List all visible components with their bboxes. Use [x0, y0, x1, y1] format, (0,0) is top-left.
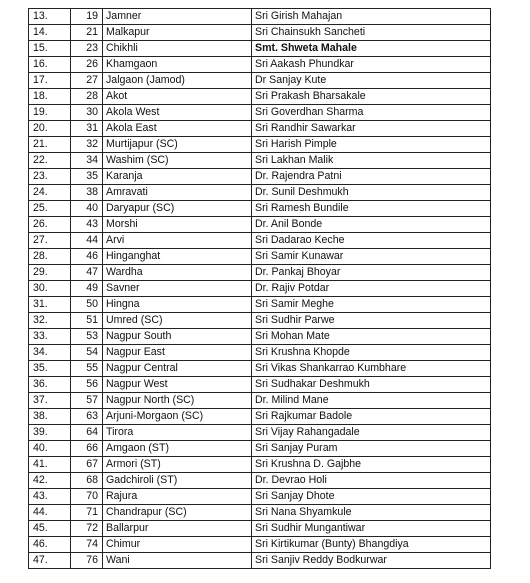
- constituency-number-cell: 66: [71, 441, 103, 457]
- constituency-number-cell: 67: [71, 457, 103, 473]
- constituency-number-cell: 34: [71, 153, 103, 169]
- constituency-name-cell: Nagpur North (SC): [103, 393, 252, 409]
- candidate-name-cell: Sri Sudhir Mungantiwar: [252, 521, 491, 537]
- constituency-name-cell: Akot: [103, 89, 252, 105]
- candidate-table-body: [29, 9, 491, 569]
- constituency-number-cell: 63: [71, 409, 103, 425]
- constituency-name-cell: Karanja: [103, 169, 252, 185]
- serial-number-cell: 29.: [29, 265, 71, 281]
- serial-number-cell: 17.: [29, 73, 71, 89]
- constituency-number-cell: 68: [71, 473, 103, 489]
- candidate-name-cell: Sri Mohan Mate: [252, 329, 491, 345]
- serial-number-cell: 41.: [29, 457, 71, 473]
- table-row: [29, 121, 491, 137]
- serial-number-cell: 23.: [29, 169, 71, 185]
- constituency-name-cell: Rajura: [103, 489, 252, 505]
- candidate-name-cell: Sri Goverdhan Sharma: [252, 105, 491, 121]
- serial-number-cell: 34.: [29, 345, 71, 361]
- serial-number-cell: 32.: [29, 313, 71, 329]
- constituency-number-cell: 19: [71, 9, 103, 25]
- constituency-number-cell: 40: [71, 201, 103, 217]
- constituency-name-cell: Khamgaon: [103, 57, 252, 73]
- candidate-name-cell: Sri Girish Mahajan: [252, 9, 491, 25]
- constituency-name-cell: Malkapur: [103, 25, 252, 41]
- serial-number-cell: 16.: [29, 57, 71, 73]
- constituency-number-cell: 32: [71, 137, 103, 153]
- table-row: [29, 201, 491, 217]
- constituency-number-cell: 23: [71, 41, 103, 57]
- serial-number-cell: 38.: [29, 409, 71, 425]
- candidate-name-cell: Sri Sanjay Dhote: [252, 489, 491, 505]
- table-row: [29, 41, 491, 57]
- table-row: [29, 89, 491, 105]
- serial-number-cell: 39.: [29, 425, 71, 441]
- serial-number-cell: 22.: [29, 153, 71, 169]
- constituency-name-cell: Savner: [103, 281, 252, 297]
- table-row: [29, 265, 491, 281]
- constituency-name-cell: Nagpur East: [103, 345, 252, 361]
- candidate-name-cell: Dr. Milind Mane: [252, 393, 491, 409]
- candidate-name-cell: Sri Chainsukh Sancheti: [252, 25, 491, 41]
- constituency-name-cell: Chandrapur (SC): [103, 505, 252, 521]
- serial-number-cell: 28.: [29, 249, 71, 265]
- table-row: [29, 409, 491, 425]
- constituency-name-cell: Wardha: [103, 265, 252, 281]
- constituency-number-cell: 44: [71, 233, 103, 249]
- constituency-name-cell: Tirora: [103, 425, 252, 441]
- constituency-name-cell: Ballarpur: [103, 521, 252, 537]
- constituency-number-cell: 51: [71, 313, 103, 329]
- constituency-name-cell: Chikhli: [103, 41, 252, 57]
- constituency-number-cell: 71: [71, 505, 103, 521]
- constituency-name-cell: Nagpur South: [103, 329, 252, 345]
- candidate-name-cell: Sri Vikas Shankarrao Kumbhare: [252, 361, 491, 377]
- table-row: [29, 25, 491, 41]
- constituency-name-cell: Jalgaon (Jamod): [103, 73, 252, 89]
- serial-number-cell: 31.: [29, 297, 71, 313]
- constituency-name-cell: Wani: [103, 553, 252, 569]
- serial-number-cell: 20.: [29, 121, 71, 137]
- constituency-number-cell: 53: [71, 329, 103, 345]
- constituency-number-cell: 27: [71, 73, 103, 89]
- constituency-name-cell: Akola East: [103, 121, 252, 137]
- serial-number-cell: 37.: [29, 393, 71, 409]
- candidate-name-cell: Sri Dadarao Keche: [252, 233, 491, 249]
- constituency-number-cell: 38: [71, 185, 103, 201]
- table-row: [29, 153, 491, 169]
- constituency-name-cell: Jamner: [103, 9, 252, 25]
- table-row: [29, 57, 491, 73]
- candidate-name-cell: Sri Randhir Sawarkar: [252, 121, 491, 137]
- table-row: [29, 521, 491, 537]
- table-row: [29, 329, 491, 345]
- candidate-name-cell: Dr. Rajendra Patni: [252, 169, 491, 185]
- serial-number-cell: 25.: [29, 201, 71, 217]
- constituency-number-cell: 35: [71, 169, 103, 185]
- serial-number-cell: 24.: [29, 185, 71, 201]
- serial-number-cell: 19.: [29, 105, 71, 121]
- constituency-name-cell: Nagpur West: [103, 377, 252, 393]
- constituency-name-cell: Armori (ST): [103, 457, 252, 473]
- table-row: [29, 169, 491, 185]
- table-row: [29, 537, 491, 553]
- constituency-name-cell: Murtijapur (SC): [103, 137, 252, 153]
- table-row: [29, 185, 491, 201]
- constituency-number-cell: 72: [71, 521, 103, 537]
- candidate-name-cell: Sri Krushna Khopde: [252, 345, 491, 361]
- constituency-number-cell: 46: [71, 249, 103, 265]
- candidate-name-cell: Sri Sanjiv Reddy Bodkurwar: [252, 553, 491, 569]
- candidate-name-cell: Sri Vijay Rahangadale: [252, 425, 491, 441]
- serial-number-cell: 21.: [29, 137, 71, 153]
- constituency-name-cell: Umred (SC): [103, 313, 252, 329]
- serial-number-cell: 18.: [29, 89, 71, 105]
- constituency-number-cell: 54: [71, 345, 103, 361]
- table-row: [29, 233, 491, 249]
- table-row: [29, 393, 491, 409]
- constituency-name-cell: Washim (SC): [103, 153, 252, 169]
- constituency-number-cell: 28: [71, 89, 103, 105]
- candidate-name-cell: Sri Rajkumar Badole: [252, 409, 491, 425]
- constituency-name-cell: Arvi: [103, 233, 252, 249]
- constituency-number-cell: 30: [71, 105, 103, 121]
- candidate-name-cell: Dr. Rajiv Potdar: [252, 281, 491, 297]
- candidate-name-cell: Dr. Sunil Deshmukh: [252, 185, 491, 201]
- table-row: [29, 505, 491, 521]
- constituency-name-cell: Hingna: [103, 297, 252, 313]
- candidate-name-cell: Sri Sudhakar Deshmukh: [252, 377, 491, 393]
- serial-number-cell: 14.: [29, 25, 71, 41]
- table-row: [29, 473, 491, 489]
- constituency-name-cell: Amravati: [103, 185, 252, 201]
- candidate-name-cell: Smt. Shweta Mahale: [252, 41, 491, 57]
- constituency-number-cell: 50: [71, 297, 103, 313]
- constituency-number-cell: 21: [71, 25, 103, 41]
- constituency-number-cell: 57: [71, 393, 103, 409]
- constituency-name-cell: Morshi: [103, 217, 252, 233]
- serial-number-cell: 44.: [29, 505, 71, 521]
- table-row: [29, 377, 491, 393]
- constituency-name-cell: Amgaon (ST): [103, 441, 252, 457]
- serial-number-cell: 36.: [29, 377, 71, 393]
- candidate-name-cell: Sri Aakash Phundkar: [252, 57, 491, 73]
- constituency-name-cell: Gadchiroli (ST): [103, 473, 252, 489]
- serial-number-cell: 26.: [29, 217, 71, 233]
- table-row: [29, 249, 491, 265]
- constituency-name-cell: Chimur: [103, 537, 252, 553]
- serial-number-cell: 43.: [29, 489, 71, 505]
- table-row: [29, 281, 491, 297]
- constituency-number-cell: 74: [71, 537, 103, 553]
- table-row: [29, 9, 491, 25]
- table-row: [29, 441, 491, 457]
- constituency-number-cell: 76: [71, 553, 103, 569]
- constituency-name-cell: Akola West: [103, 105, 252, 121]
- constituency-number-cell: 55: [71, 361, 103, 377]
- serial-number-cell: 35.: [29, 361, 71, 377]
- table-row: [29, 217, 491, 233]
- constituency-number-cell: 26: [71, 57, 103, 73]
- candidate-table: [28, 8, 491, 569]
- candidate-name-cell: Dr Sanjay Kute: [252, 73, 491, 89]
- serial-number-cell: 13.: [29, 9, 71, 25]
- constituency-name-cell: Hinganghat: [103, 249, 252, 265]
- constituency-number-cell: 43: [71, 217, 103, 233]
- serial-number-cell: 42.: [29, 473, 71, 489]
- table-row: [29, 345, 491, 361]
- constituency-number-cell: 64: [71, 425, 103, 441]
- candidate-name-cell: Sri Nana Shyamkule: [252, 505, 491, 521]
- table-row: [29, 73, 491, 89]
- table-row: [29, 137, 491, 153]
- candidate-name-cell: Sri Harish Pimple: [252, 137, 491, 153]
- serial-number-cell: 47.: [29, 553, 71, 569]
- candidate-name-cell: Sri Krushna D. Gajbhe: [252, 457, 491, 473]
- candidate-name-cell: Sri Sanjay Puram: [252, 441, 491, 457]
- serial-number-cell: 45.: [29, 521, 71, 537]
- table-row: [29, 297, 491, 313]
- constituency-name-cell: Nagpur Central: [103, 361, 252, 377]
- constituency-name-cell: Daryapur (SC): [103, 201, 252, 217]
- candidate-name-cell: Dr. Pankaj Bhoyar: [252, 265, 491, 281]
- serial-number-cell: 27.: [29, 233, 71, 249]
- candidate-name-cell: Sri Ramesh Bundile: [252, 201, 491, 217]
- table-row: [29, 313, 491, 329]
- constituency-name-cell: Arjuni-Morgaon (SC): [103, 409, 252, 425]
- constituency-number-cell: 70: [71, 489, 103, 505]
- serial-number-cell: 30.: [29, 281, 71, 297]
- table-row: [29, 553, 491, 569]
- constituency-number-cell: 47: [71, 265, 103, 281]
- candidate-name-cell: Dr. Anil Bonde: [252, 217, 491, 233]
- serial-number-cell: 46.: [29, 537, 71, 553]
- constituency-number-cell: 49: [71, 281, 103, 297]
- candidate-name-cell: Sri Sudhir Parwe: [252, 313, 491, 329]
- table-row: [29, 489, 491, 505]
- table-row: [29, 425, 491, 441]
- candidate-name-cell: Sri Prakash Bharsakale: [252, 89, 491, 105]
- constituency-number-cell: 31: [71, 121, 103, 137]
- constituency-number-cell: 56: [71, 377, 103, 393]
- serial-number-cell: 40.: [29, 441, 71, 457]
- candidate-name-cell: Sri Kirtikumar (Bunty) Bhangdiya: [252, 537, 491, 553]
- candidate-name-cell: Sri Lakhan Malik: [252, 153, 491, 169]
- serial-number-cell: 33.: [29, 329, 71, 345]
- table-row: [29, 457, 491, 473]
- table-row: [29, 361, 491, 377]
- candidate-list: [28, 8, 491, 569]
- candidate-name-cell: Sri Samir Kunawar: [252, 249, 491, 265]
- table-row: [29, 105, 491, 121]
- candidate-name-cell: Sri Samir Meghe: [252, 297, 491, 313]
- candidate-name-cell: Dr. Devrao Holi: [252, 473, 491, 489]
- serial-number-cell: 15.: [29, 41, 71, 57]
